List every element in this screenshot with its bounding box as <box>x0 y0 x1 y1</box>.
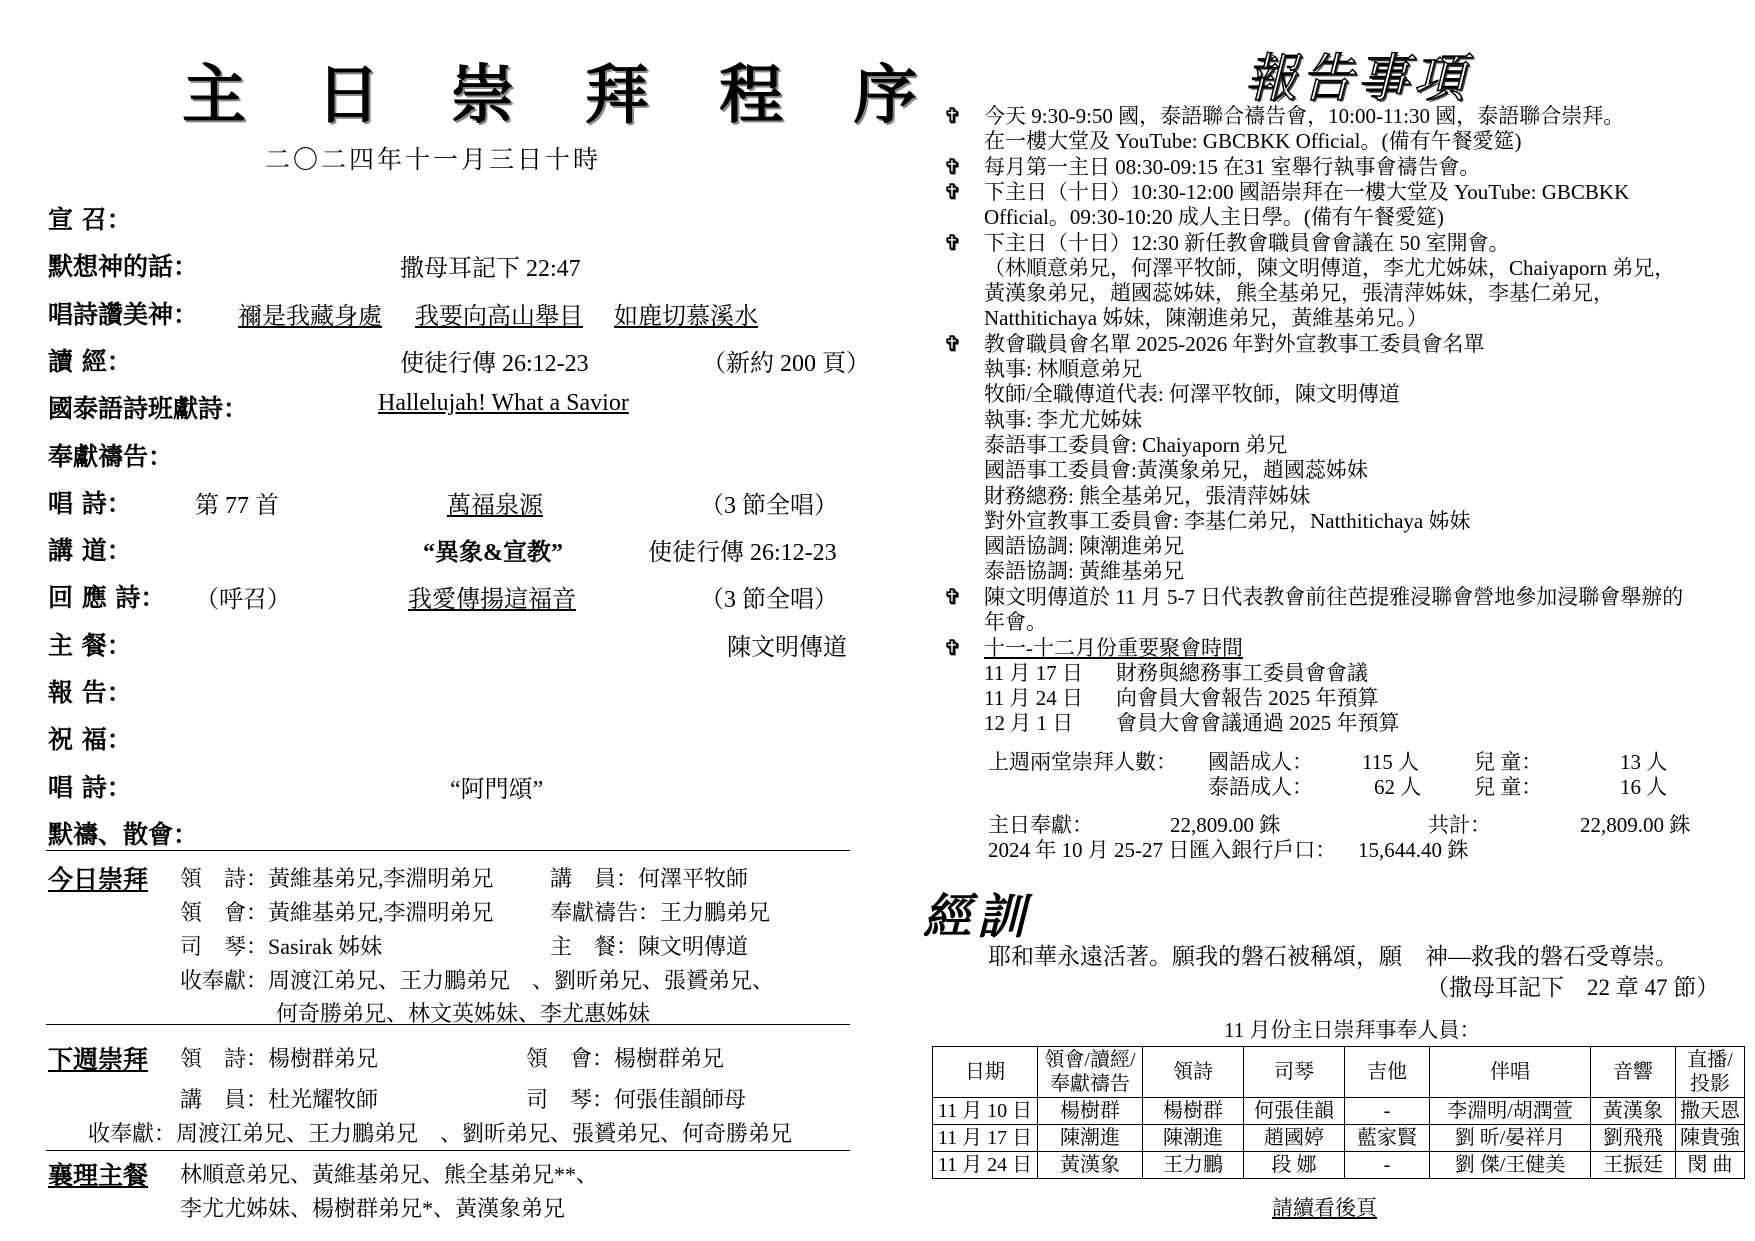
table-header-cell: 吉他 <box>1345 1047 1430 1098</box>
table-cell: 黃漢象 <box>1591 1098 1676 1125</box>
table-cell: 劉 昕/晏祥月 <box>1430 1125 1591 1152</box>
divider <box>46 1150 850 1151</box>
table-cell: 劉飛飛 <box>1591 1125 1676 1152</box>
order-label: 祝 福： <box>48 725 132 755</box>
schedule-event: 財務與總務事工委員會會議 <box>1116 661 1368 685</box>
order-label: 宣 召： <box>48 205 132 234</box>
table-row <box>933 1125 1745 1152</box>
schedule-date: 11 月 17 日 <box>984 661 1083 685</box>
duty-roster-table <box>932 1046 1745 1179</box>
offering-total: 22,809.00 銖 <box>1580 813 1691 837</box>
today-ushers: 收奉獻：周渡江弟兄、王力鵬弟兄 、劉昕弟兄、張贇弟兄、 <box>180 968 775 993</box>
schedule-event: 會員大會會議通過 2025 年預算 <box>1116 711 1400 735</box>
thai-children: 16 人 <box>1620 775 1668 799</box>
table-cell: 11 月 17 日 <box>933 1125 1038 1152</box>
attendance-label: 上週兩堂崇拜人數： <box>988 750 1177 774</box>
today-offering-prayer: 奉獻禱告：王力鵬弟兄 <box>550 900 771 925</box>
order-item: 我要向高山舉目 <box>415 303 583 330</box>
order-label: 默禱、散會： <box>48 819 199 849</box>
table-cell: 楊樹群 <box>1038 1098 1143 1125</box>
today-ushers-2: 何奇勝弟兄、林文英姊妹、李尤惠姊妹 <box>276 1001 651 1026</box>
announcement-line: 國語協調: 陳潮進弟兄 <box>984 534 1185 559</box>
announcement-line: 教會職員會名單 2025-2026 年對外宣教事工委員會名單 <box>984 331 1485 356</box>
divider <box>46 1024 850 1025</box>
table-header-cell: 音響 <box>1591 1047 1676 1098</box>
next-presider: 領 會：楊樹群弟兄 <box>526 1046 725 1071</box>
order-item: 禰是我藏身處 <box>238 303 382 330</box>
next-worship-label: 下週崇拜 <box>48 1045 149 1074</box>
announcement-line: 陳文明傳道於 11 月 5-7 日代表教會前往芭提雅浸聯會營地參加浸聯會舉辦的 <box>984 584 1684 609</box>
table-cell: 撒天恩 <box>1676 1098 1745 1125</box>
table-cell: - <box>1345 1152 1430 1179</box>
mandarin-children: 13 人 <box>1620 750 1668 774</box>
order-label: 奉獻禱告： <box>48 441 174 471</box>
next-speaker: 講 員：杜光耀牧師 <box>180 1087 379 1112</box>
table-cell: - <box>1345 1098 1430 1125</box>
today-worship-label: 今日崇拜 <box>48 865 149 894</box>
table-cell: 王力鵬 <box>1143 1152 1244 1179</box>
table-cell: 11 月 10 日 <box>933 1098 1038 1125</box>
table-cell: 11 月 24 日 <box>933 1152 1038 1179</box>
order-item: 我愛傳揚這福音 <box>408 587 576 614</box>
announcement-line: Natthitichaya 姊妹，陳潮進弟兄，黃維基弟兄。） <box>984 306 1428 331</box>
announcement-line: 對外宣教事工委員會: 李基仁弟兄，Natthitichaya 姊妹 <box>984 508 1471 533</box>
order-label: 唱詩讚美神： <box>48 299 199 329</box>
continue-note: 請續看後頁 <box>1272 1196 1377 1220</box>
order-item: 撒母耳記下 22:47 <box>400 256 581 283</box>
announcement-line: 財務總務: 熊全基弟兄，張清萍姊妹 <box>984 483 1311 508</box>
table-cell: 劉 傑/王健美 <box>1430 1152 1591 1179</box>
page-title: 主 日 崇 拜 程 序 <box>182 58 942 133</box>
announcement-line: （林順意弟兄，何澤平牧師，陳文明傳道，李尤尤姊妹，Chaiyaporn 弟兄， <box>984 255 1676 280</box>
table-cell: 黃漢象 <box>1038 1152 1143 1179</box>
table-row <box>933 1098 1745 1125</box>
schedule-date: 11 月 24 日 <box>984 686 1083 710</box>
verse-title: 經訓 <box>923 889 1032 945</box>
schedule-title: 十一-十二月份重要聚會時間 <box>984 636 1243 660</box>
offering-label: 主日奉獻： <box>988 813 1093 837</box>
announcement-line: 泰語事工委員會: Chaiyaporn 弟兄 <box>984 432 1288 457</box>
order-label: 默想神的話： <box>48 252 199 282</box>
table-header-cell: 領會/讀經/奉獻禱告 <box>1038 1047 1143 1098</box>
order-item: （呼召） <box>195 587 291 614</box>
communion-label: 襄理主餐 <box>48 1161 149 1190</box>
table-cell: 王振廷 <box>1591 1152 1676 1179</box>
offering-total-label: 共計： <box>1428 813 1491 837</box>
schedule-event: 向會員大會報告 2025 年預算 <box>1116 686 1379 710</box>
thai-adults: 62 人 <box>1374 775 1422 799</box>
announcement-line: 今天 9:30-9:50 國，泰語聯合禱告會，10:00-11:30 國，泰語聯合崇拜。 <box>984 104 1625 128</box>
order-item: （新約 200 頁） <box>702 350 870 377</box>
order-label: 回 應 詩： <box>48 583 166 613</box>
cross-icon: ✞ <box>944 230 962 255</box>
next-pianist: 司 琴：何張佳韻師母 <box>526 1087 747 1112</box>
table-cell: 趙國婷 <box>1244 1125 1345 1152</box>
next-leader: 領 詩：楊樹群弟兄 <box>180 1046 379 1071</box>
table-cell: 陳潮進 <box>1143 1125 1244 1152</box>
order-label: 讀 經： <box>48 346 132 376</box>
announcements-title: 報告事項 <box>1245 49 1470 109</box>
today-presider: 領 會：黃維基弟兄,李淵明弟兄 <box>180 900 494 925</box>
table-header-cell: 伴唱 <box>1430 1047 1591 1098</box>
order-item: “阿門頌” <box>450 776 544 803</box>
announcement-line: 執事: 李尤尤姊妹 <box>984 407 1143 432</box>
announcement-line: 泰語協調: 黃維基弟兄 <box>984 559 1185 584</box>
announcement-line: 牧師/全職傳道代表: 何澤平牧師，陳文明傳道 <box>984 382 1400 407</box>
table-header-row <box>933 1047 1745 1098</box>
verse-text: 耶和華永遠活著。願我的磐石被稱頌，願 神—救我的磐石受尊崇。 <box>988 944 1678 969</box>
announcement-line: 執事: 林順意弟兄 <box>984 357 1143 381</box>
order-item: （3 節全唱） <box>700 492 838 519</box>
table-cell: 閔 曲 <box>1676 1152 1745 1179</box>
order-label: 報 告： <box>48 678 132 707</box>
mandarin-adults-label: 國語成人： <box>1208 750 1313 774</box>
bank-deposit-label: 2024 年 10 月 25-27 日匯入銀行戶口： <box>988 838 1337 862</box>
cross-icon: ✞ <box>944 584 962 609</box>
table-cell: 陳潮進 <box>1038 1125 1143 1152</box>
order-item: 使徒行傳 26:12-23 <box>648 540 837 567</box>
communion-servers: 林順意弟兄、黃維基弟兄、熊全基弟兄**、 <box>180 1162 599 1187</box>
order-item: 陳文明傳道 <box>727 634 847 661</box>
today-leader: 領 詩：黃維基弟兄,李淵明弟兄 <box>180 866 494 891</box>
order-item: 使徒行傳 26:12-23 <box>400 350 589 377</box>
order-item: 如鹿切慕溪水 <box>614 303 758 330</box>
communion-servers-2: 李尤尤姊妹、楊樹群弟兄*、黃漢象弟兄 <box>180 1196 566 1221</box>
table-row <box>933 1152 1745 1179</box>
order-label: 唱 詩： <box>48 488 132 518</box>
table-header-cell: 直播/投影 <box>1676 1047 1745 1098</box>
today-communion: 主 餐：陳文明傳道 <box>550 934 749 959</box>
table-cell: 段 娜 <box>1244 1152 1345 1179</box>
order-item: （3 節全唱） <box>700 587 838 614</box>
cross-icon: ✞ <box>944 636 962 660</box>
table-header-cell: 領詩 <box>1143 1047 1244 1098</box>
announcement-line: 下主日（十日）10:30-12:00 國語崇拜在一樓大堂及 YouTube: GBCBKK <box>984 179 1630 204</box>
announcement-line: Official。09:30-10:20 成人主日學。(備有午餐愛筵) <box>984 205 1444 230</box>
today-pianist: 司 琴：Sasirak 姊妹 <box>180 934 383 959</box>
offering-amount: 22,809.00 銖 <box>1170 813 1281 837</box>
next-ushers: 收奉獻：周渡江弟兄、王力鵬弟兄 、劉昕弟兄、張贇弟兄、何奇勝弟兄 <box>88 1121 793 1146</box>
announcement-line: 年會。 <box>984 610 1047 634</box>
table-cell: 陳貴強 <box>1676 1125 1745 1152</box>
today-speaker: 講 員：何澤平牧師 <box>550 866 749 891</box>
cross-icon: ✞ <box>944 179 962 204</box>
announcement-line: 國語事工委員會:黃漢象弟兄，趙國蕊姊妹 <box>984 458 1368 483</box>
cross-icon: ✞ <box>944 331 962 356</box>
cross-icon: ✞ <box>944 104 962 128</box>
table-cell: 楊樹群 <box>1143 1098 1244 1125</box>
children-label: 兒 童： <box>1474 750 1543 774</box>
order-label: 講 道： <box>48 536 132 566</box>
order-label: 主 餐： <box>48 630 132 660</box>
announcement-line: 每月第一主日 08:30-09:15 在31 室舉行執事會禱告會。 <box>984 154 1481 179</box>
bank-deposit: 15,644.40 銖 <box>1358 838 1469 862</box>
schedule-date: 12 月 1 日 <box>984 711 1074 735</box>
table-cell: 何張佳韻 <box>1244 1098 1345 1125</box>
children-label: 兒 童： <box>1474 775 1543 799</box>
verse-reference: （撒母耳記下 22 章 47 節） <box>1426 975 1720 1000</box>
order-label: 國泰語詩班獻詩： <box>48 394 249 424</box>
table-header-cell: 日期 <box>933 1047 1038 1098</box>
thai-adults-label: 泰語成人： <box>1208 775 1313 799</box>
order-label: 唱 詩： <box>48 772 132 802</box>
order-item: 萬福泉源 <box>447 492 543 519</box>
table-header-cell: 司琴 <box>1244 1047 1345 1098</box>
order-item: “異象&宣教” <box>423 540 563 567</box>
service-date: 二〇二四年十一月三日十時 <box>265 145 602 174</box>
order-item: 第 77 首 <box>195 492 279 519</box>
table-cell: 藍家賢 <box>1345 1125 1430 1152</box>
announcement-line: 黃漢象弟兄，趙國蕊姊妹，熊全基弟兄，張清萍姊妹，李基仁弟兄， <box>984 281 1614 306</box>
order-item: Hallelujah! What a Savior <box>378 390 629 417</box>
duty-caption: 11 月份主日崇拜事奉人員： <box>1224 1018 1481 1042</box>
announcement-line: 在一樓大堂及 YouTube: GBCBKK Official。(備有午餐愛筵) <box>984 129 1522 154</box>
mandarin-adults: 115 人 <box>1362 750 1419 774</box>
divider <box>46 850 850 851</box>
announcement-line: 下主日（十日）12:30 新任教會職員會會議在 50 室開會。 <box>984 230 1510 255</box>
cross-icon: ✞ <box>944 154 962 179</box>
table-cell: 李淵明/胡潤萱 <box>1430 1098 1591 1125</box>
